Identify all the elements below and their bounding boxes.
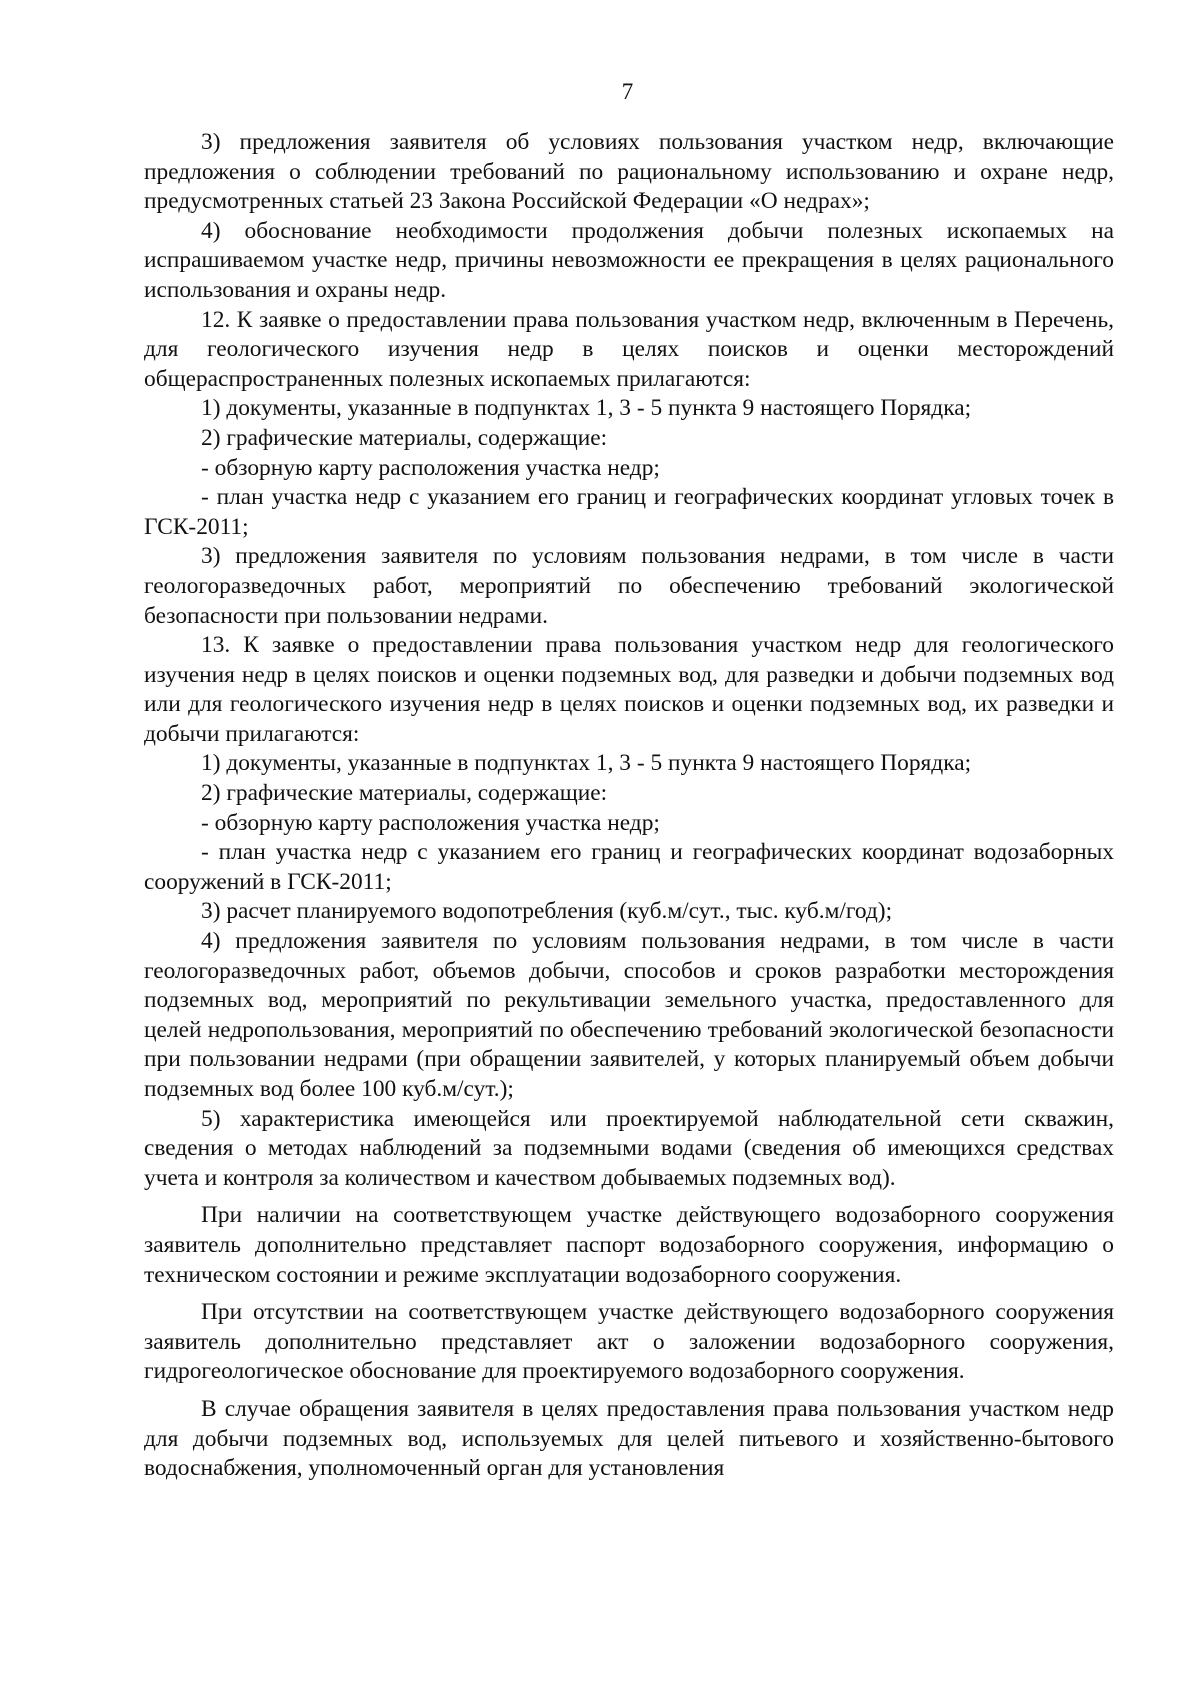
paragraph-clause-13-item-5: 5) характеристика имеющейся или проектируемой наблюдательной сети скважин, сведения о методах наблюдений за подземными водами (сведения об имеющихся средствах учета и контроля за количеством и качеством добываемых подземных вод). <box>144 1105 1114 1191</box>
paragraph-clause-13-item-3: 3) расчет планируемого водопотребления (куб.м/сут., тыс. куб.м/год); <box>201 898 893 925</box>
document-body <box>144 128 1114 1484</box>
paragraph-drinking-water-case: В случае обращения заявителя в целях предоставления права пользования участком недр для добычи подземных вод, используемых для целей питьевого и хозяйственно-бытового водоснабжения, уполномоченный орган для установления <box>144 1395 1114 1482</box>
paragraph-clause-13-item-4: 4) предложения заявителя по условиям пользования недрами, в том числе в части геологоразведочных работ, объемов добычи, способов и сроков разработки месторождения подземных вод, мероприятий по рекультивации земельного участка, предоставленного для целей недропользования, мероприятий по обеспечению требований экологической безопасности при пользовании недрами (при обращении заявителей, у которых планируемый объем добычи подземных вод более 100 куб.м/сут.); <box>144 928 1114 1102</box>
paragraph-clause-13-item-2: 2) графические материалы, содержащие: <box>201 780 608 807</box>
paragraph-clause-13-site-plan: - план участка недр с указанием его границ и географических координат водозаборных сооружений в ГСК-2011; <box>144 839 1114 895</box>
paragraph-clause-12-item-3: 3) предложения заявителя по условиям пользования недрами, в том числе в части геологоразведочных работ, мероприятий по обеспечению требований экологической безопасности при пользовании недрами. <box>144 543 1114 629</box>
paragraph-clause-13: 13. К заявке о предоставлении права пользования участком недр для геологического изучения недр в целях поисков и оценки подземных вод, для разведки и добычи подземных вод или для геологического изучения недр в целях поисков и оценки подземных вод, их разведки и добычи прилагаются: <box>144 632 1114 747</box>
paragraph-clause-12-item-2: 2) графические материалы, содержащие: <box>201 424 608 451</box>
paragraph-clause-13-item-1: 1) документы, указанные в подпунктах 1, 3 - 5 пункта 9 настоящего Порядка; <box>201 750 972 777</box>
paragraph-clause-12-item-1: 1) документы, указанные в подпунктах 1, 3 - 5 пункта 9 настоящего Порядка; <box>201 395 972 422</box>
paragraph-existing-water-intake: При наличии на соответствующем участке действующего водозаборного сооружения заявитель дополнительно представляет паспорт водозаборного сооружения, информацию о техническом состоянии и режиме эксплуатации водозаборного сооружения. <box>144 1202 1114 1288</box>
paragraph-absent-water-intake: При отсутствии на соответствующем участке действующего водозаборного сооружения заявитель дополнительно представляет акт о заложении водозаборного сооружения, гидрогеологическое обоснование для проектируемого водозаборного сооружения. <box>144 1299 1114 1385</box>
paragraph-item-3-proposals: 3) предложения заявителя об условиях пользования участком недр, включающие предложения о соблюдении требований по рациональному использованию и охране недр, предусмотренных статьей 23 Закона Российской Федерации «О недрах»; <box>144 129 1114 215</box>
paragraph-clause-12: 12. К заявке о предоставлении права пользования участком недр, включенным в Перечень, для геологического изучения недр в целях поисков и оценки месторождений общераспространенных полезных ископаемых прилагаются: <box>144 306 1114 392</box>
paragraph-clause-12-site-plan: - план участка недр с указанием его границ и географических координат угловых точек в ГСК-2011; <box>144 484 1114 540</box>
paragraph-item-4-justification: 4) обоснование необходимости продолжения добычи полезных ископаемых на испрашиваемом участке недр, причины невозможности ее прекращения в целях рационального использования и охраны недр. <box>144 217 1114 303</box>
page-number: 7 <box>621 79 634 104</box>
paragraph-clause-12-overview-map: - обзорную карту расположения участка недр; <box>201 454 660 481</box>
paragraph-clause-13-overview-map: - обзорную карту расположения участка недр; <box>201 809 660 836</box>
